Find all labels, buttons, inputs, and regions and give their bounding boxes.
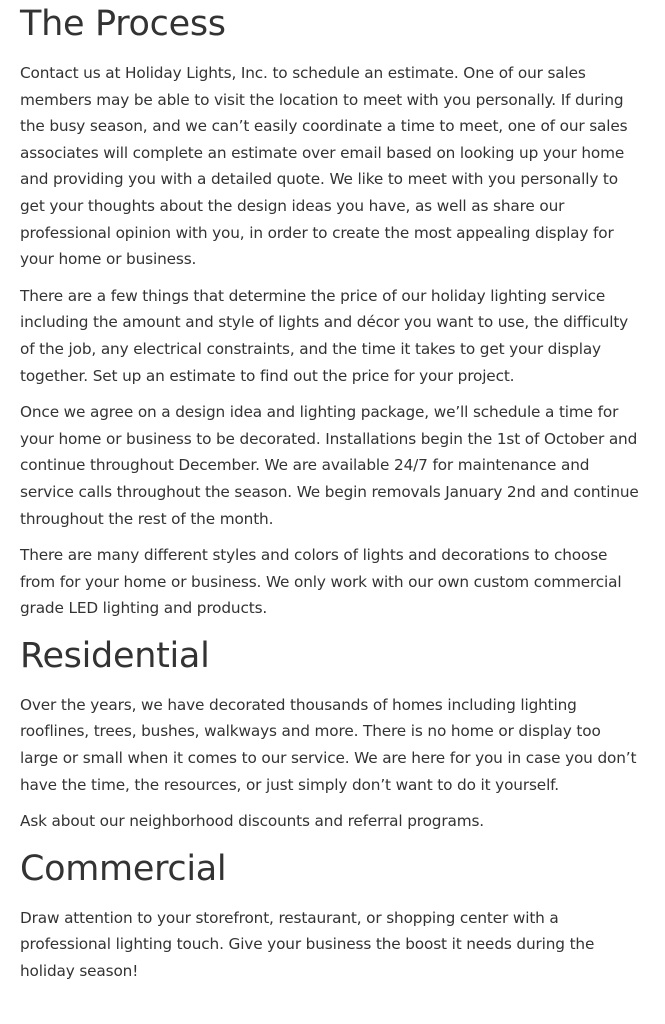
residential-paragraph-1: Over the years, we have decorated thousands of homes including lighting rooflines, trees, bushes, walkways and more. There is no home or display too large or small when it comes to our service. We are here for you in case you don’t have the time, the resources, or just simply don’t want to do it yourself. <box>20 695 637 794</box>
section-commercial <box>20 847 643 985</box>
process-paragraph-3: Once we agree on a design idea and lighting package, we’ll schedule a time for your home or business to be decorated. Installations begin the 1st of October and continue throughout December. We are available 24/7 for maintenance and service calls throughout the season. We begin removals January 2nd and continue throughout the rest of the month. <box>20 403 639 528</box>
process-paragraph-4: There are many different styles and colors of lights and decorations to choose from for your home or business. We only work with our own custom commercial grade LED lighting and products. <box>20 546 622 618</box>
section-the-process <box>20 2 643 622</box>
process-paragraph-1: Contact us at Holiday Lights, Inc. to schedule an estimate. One of our sales members may be able to visit the location to meet with you personally. If during the busy season, and we can’t easily coordinate a time to meet, one of our sales associates will complete an estimate over email based on looking up your home and providing you with a detailed quote. We like to meet with you personally to get your thoughts about the design ideas you have, as well as share our professional opinion with you, in order to create the most appealing display for your home or business. <box>20 64 628 269</box>
heading-commercial: Commercial <box>20 848 227 889</box>
heading-the-process: The Process <box>20 4 226 44</box>
heading-residential: Residential <box>20 635 210 676</box>
residential-paragraph-2: Ask about our neighborhood discounts and referral programs. <box>20 812 484 831</box>
process-paragraph-2: There are a few things that determine the price of our holiday lighting service including the amount and style of lights and décor you want to use, the difficulty of the job, any electrical constraints, and the time it takes to get your display together. Set up an estimate to find out the price for your project. <box>20 286 629 385</box>
section-residential <box>20 634 643 835</box>
commercial-paragraph-1: Draw attention to your storefront, restaurant, or shopping center with a professional lighting touch. Give your business the boost it needs during the holiday season! <box>20 908 595 981</box>
